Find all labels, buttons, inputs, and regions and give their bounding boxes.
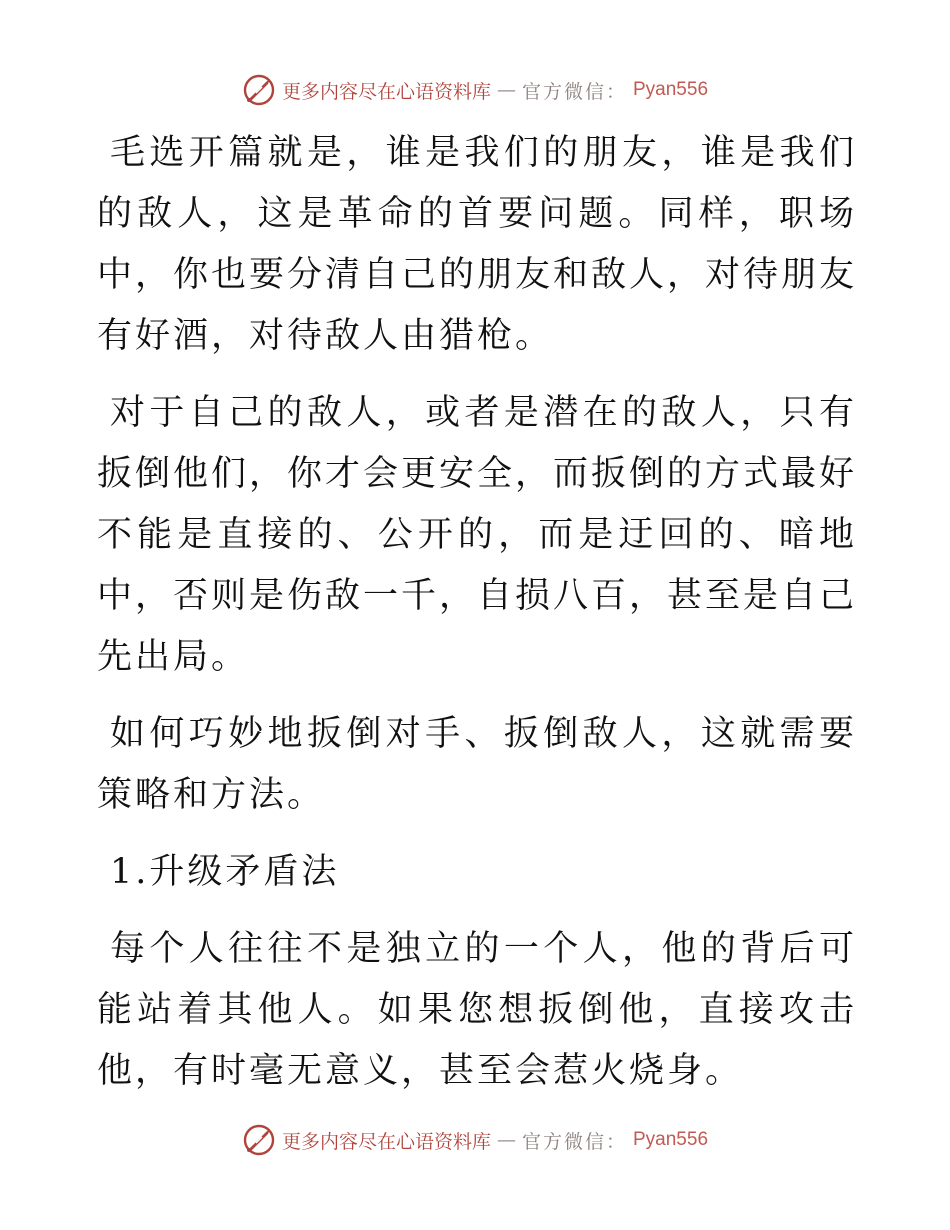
quill-pen-logo-icon <box>242 73 276 107</box>
paragraph-strategy: 如何巧妙地扳倒对手、扳倒敌人，这就需要策略和方法。 <box>97 714 857 815</box>
paragraph-friends-enemies: 毛选开篇就是，谁是我们的朋友，谁是我们的敌人，这是革命的首要问题。同样，职场中，你也要分清自己的朋友和敌人，对待朋友有好酒，对待敌人由猎枪。 <box>97 133 858 356</box>
section-heading: 1.升级矛盾法 <box>110 852 340 892</box>
quill-pen-logo-icon <box>242 1123 276 1157</box>
header-watermark-banner <box>0 70 950 110</box>
paragraph-topple-enemies: 对于自己的敌人，或者是潜在的敌人，只有扳倒他们，你才会更安全，而扳倒的方式最好不能是直接的、公开的，而是迂回的、暗地中，否则是伤敌一千，自损八百，甚至是自己先出局。 <box>97 393 858 677</box>
footer-watermark-banner <box>0 1120 950 1160</box>
banner-wechat-label: 官方微信： <box>521 1130 627 1153</box>
banner-slogan: 更多内容尽在心语资料库 <box>281 1130 491 1153</box>
document-body <box>97 123 857 1118</box>
paragraph-escalate-conflict: 每个人往往不是独立的一个人，他的背后可能站着其他人。如果您想扳倒他，直接攻击他，有时毫无意义，甚至会惹火烧身。 <box>97 929 857 1091</box>
banner-wechat-label: 官方微信： <box>521 80 627 103</box>
banner-separator: — <box>496 79 516 101</box>
banner-wechat-id: Pyan556 <box>633 1129 709 1150</box>
banner-wechat-id: Pyan556 <box>633 79 709 100</box>
banner-separator: — <box>496 1129 516 1151</box>
banner-slogan: 更多内容尽在心语资料库 <box>281 80 491 103</box>
